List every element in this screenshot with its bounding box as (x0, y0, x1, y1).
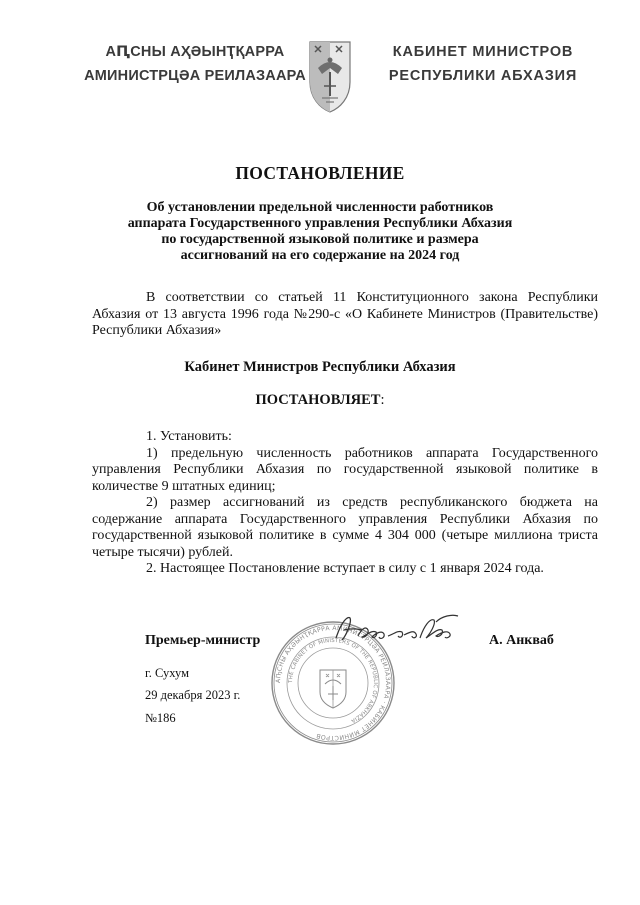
subject-line: по государственной языковой политике и размера (161, 232, 479, 247)
document-title: ПОСТАНОВЛЕНИЕ (235, 163, 405, 183)
signatory-name: А. Анкваб (489, 633, 554, 648)
item-1-2: 2) размер ассигнований из средств республиканского бюджета на содержание аппарата Государственного управления Республики Абхазия по государственной языковой политике в сумме 4 304 000 (четыре миллиона триста четыре тысячи) рублей. (92, 495, 598, 560)
svg-text:АҦСНЫ АҲӘЫНҬҚАРРА АМИНИСТРЦӘА: АҦСНЫ АҲӘЫНҬҚАРРА АМИНИСТРЦӘА РЕИЛАЗААРА · КАБИНЕТ МИНИСТРОВ (274, 624, 392, 742)
header-left-abkhaz (80, 40, 310, 88)
resolution-items (92, 429, 598, 578)
subject-line: аппарата Государственного управления Республики Абхазия (127, 216, 513, 231)
subject-line: ассигнований на его содержание на 2024 год (180, 248, 460, 263)
handwritten-signature (332, 612, 462, 646)
resolves-heading (0, 392, 640, 409)
document-number: №186 (145, 711, 176, 725)
header-right-line2: РЕСПУБЛИКИ АБХАЗИЯ (388, 68, 578, 84)
place-of-issue: г. Сухум (145, 666, 190, 680)
svg-text:THE CABINET OF MINISTERS OF TH: THE CABINET OF MINISTERS OF THE REPUBLIC OF ABKHAZIA (287, 637, 379, 724)
document-subject (120, 200, 520, 264)
resolves-word: ПОСТАНОВЛЯЕТ (255, 392, 381, 408)
coat-of-arms-icon (308, 38, 352, 114)
header-left-line1: АԤСНЫ АҲӘЫНҬҚАРРА (105, 44, 285, 60)
header-left-line2: АМИНИСТРЦӘА РЕИЛАЗААРА (84, 68, 306, 84)
item-1: 1. Установить: (146, 429, 232, 444)
header-right-line1: КАБИНЕТ МИНИСТРОВ (392, 44, 574, 60)
signatory-role: Премьер-министр (145, 633, 261, 648)
date-of-issue: 29 декабря 2023 г. (145, 688, 241, 702)
item-2: 2. Настоящее Постановление вступает в силу с 1 января 2024 года. (146, 561, 544, 576)
subject-line: Об установлении предельной численности работников (146, 200, 494, 215)
preamble-paragraph: В соответствии со статьей 11 Конституционного закона Республики Абхазия от 13 августа 1996 года №290-с «О Кабинете Министров (Правительстве) Республики Абхазия» (92, 290, 598, 338)
cabinet-heading: Кабинет Министров Республики Абхазия (184, 359, 456, 375)
resolves-colon: : (380, 392, 385, 408)
header-right-russian (378, 40, 588, 88)
item-1-1: 1) предельную численность работников аппарата Государственного управления Республики Абхазия по государственной языковой политике в количестве 9 штатных единиц; (92, 445, 598, 494)
